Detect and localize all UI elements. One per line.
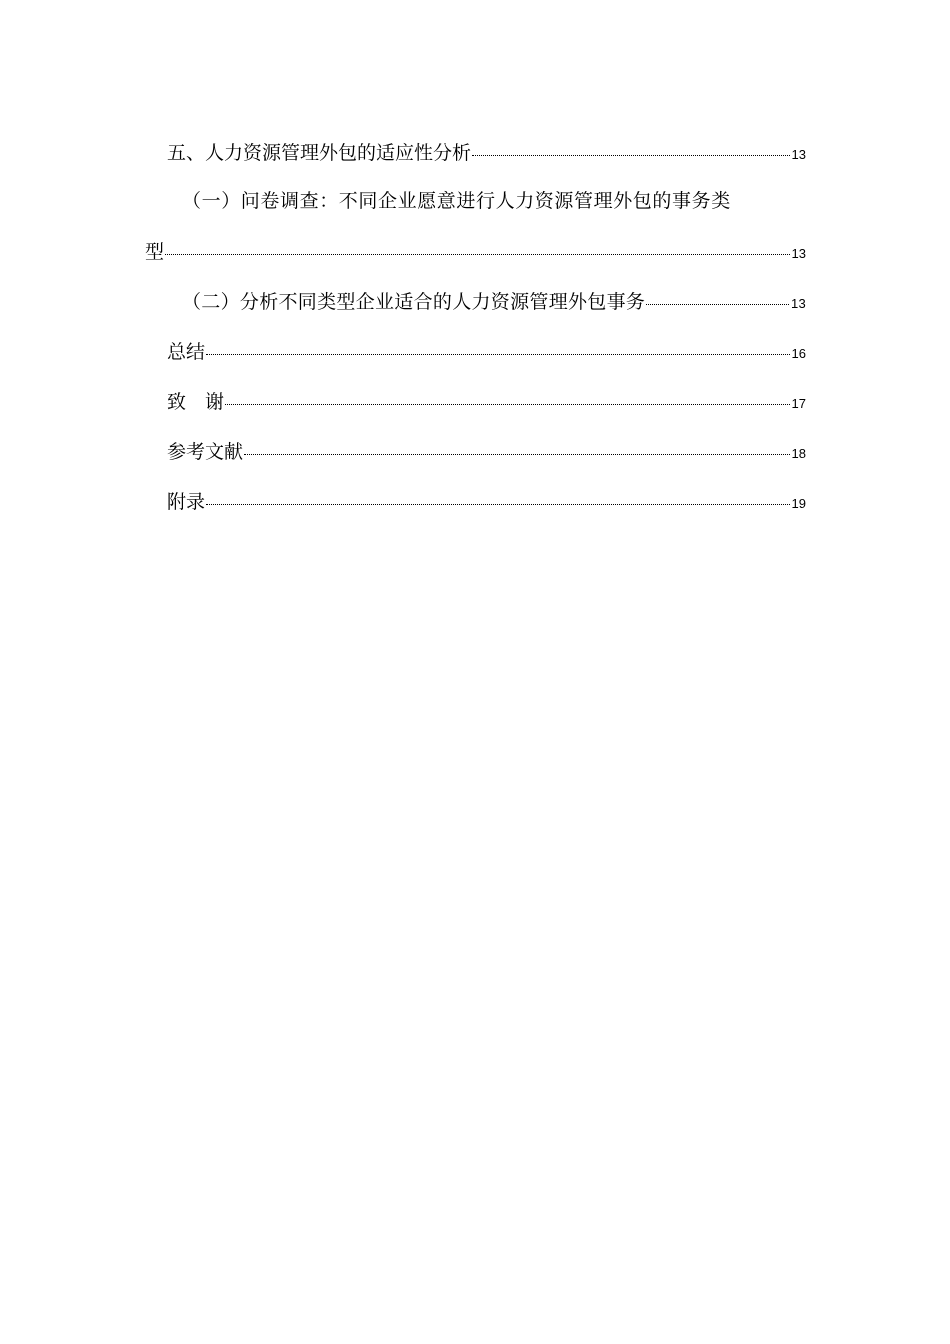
- toc-dot-leader: [646, 304, 789, 305]
- toc-entry-summary[interactable]: [167, 337, 806, 364]
- toc-page-number: 18: [791, 446, 806, 461]
- toc-entry-appendix[interactable]: [167, 487, 806, 514]
- toc-entry-label: 致 谢: [167, 391, 225, 413]
- toc-entry-section-2[interactable]: [182, 287, 806, 314]
- toc-entry-label: 附录: [167, 491, 206, 513]
- toc-entry-section-1-line1[interactable]: [182, 186, 806, 213]
- toc-page-number: 17: [791, 396, 806, 411]
- toc-entry-label-continued: 型: [145, 241, 165, 263]
- toc-dot-leader: [206, 504, 790, 505]
- toc-dot-leader: [244, 454, 790, 455]
- toc-dot-leader: [472, 155, 790, 156]
- toc-page-number: 13: [791, 147, 806, 162]
- toc-entry-references[interactable]: [167, 437, 806, 464]
- toc-entry-label: （一）问卷调查：不同企业愿意进行人力资源管理外包的事务类: [182, 190, 731, 212]
- toc-dot-leader: [206, 354, 790, 355]
- toc-entry-acknowledgements[interactable]: [167, 387, 806, 414]
- toc-page-number: 19: [791, 496, 806, 511]
- toc-dot-leader: [225, 404, 790, 405]
- toc-entry-label: 五、人力资源管理外包的适应性分析: [167, 142, 472, 164]
- toc-entry-label: 参考文献: [167, 441, 244, 463]
- toc-entry-section-1-line2[interactable]: [145, 237, 806, 264]
- toc-dot-leader: [165, 254, 790, 255]
- toc-entry-label: 总结: [167, 341, 206, 363]
- toc-entry-chapter-5[interactable]: [167, 138, 806, 165]
- toc-entry-label: （二）分析不同类型企业适合的人力资源管理外包事务: [182, 291, 646, 313]
- toc-page-number: 13: [790, 296, 806, 311]
- toc-page-number: 13: [791, 246, 806, 261]
- toc-page-number: 16: [791, 346, 806, 361]
